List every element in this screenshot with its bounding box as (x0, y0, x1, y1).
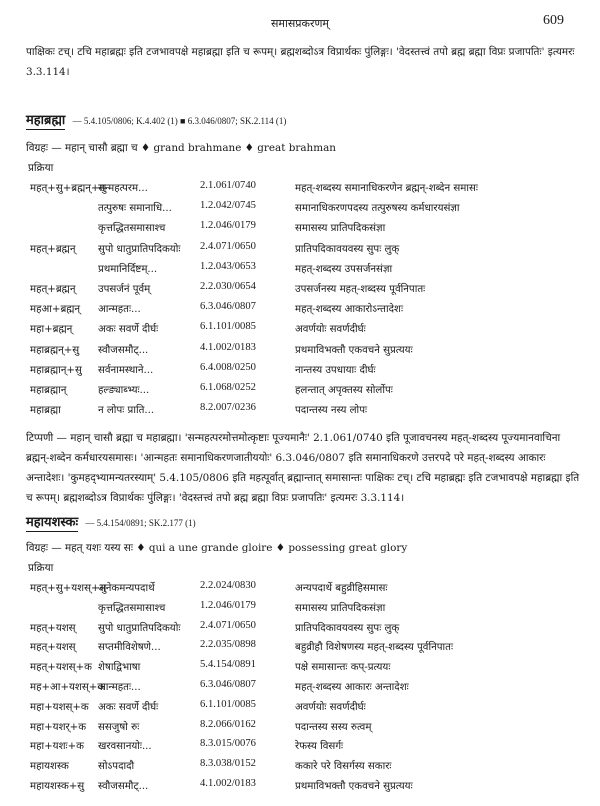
entry1-vigraha: विग्रहः — महान् चासौ ब्रह्मा च ♦ grand brahmane ♦ great brahman (26, 142, 336, 154)
derivation-sutra-number: 8.2.066/0162 (200, 718, 256, 730)
derivation-sutra: सुपो धातुप्रातिपदिकयोः (98, 243, 181, 255)
derivation-sutra: अनेकमन्यपदार्थे (98, 583, 155, 594)
entry1-heading (26, 110, 286, 128)
derivation-sutra-number: 2.4.071/0650 (200, 619, 256, 631)
derivation-explanation: रेफस्य विसर्गः (295, 741, 344, 753)
derivation-form: मह+आ+यशस्+क (30, 682, 106, 693)
derivation-explanation: महत्-शब्दस्य आकारः अन्तादेशः (295, 682, 409, 693)
derivation-explanation: पदान्तस्य नस्य लोपः (295, 405, 368, 417)
page-number: 609 (543, 13, 564, 28)
derivation-sutra-number: 2.2.035/0898 (200, 639, 256, 651)
derivation-sutra: तत्पुरुषः समानाधि... (98, 203, 172, 215)
derivation-form: महा+ब्रह्मन् (30, 324, 73, 336)
derivation-row (30, 261, 590, 281)
derivation-row (30, 758, 590, 778)
derivation-sutra-number: 1.2.046/0179 (200, 599, 256, 611)
derivation-sutra: उपसर्जनं पूर्वम् (98, 284, 151, 295)
derivation-form: महाब्रह्मा (30, 405, 61, 417)
derivation-sutra: स्वौजसमौट्... (98, 781, 149, 792)
derivation-explanation: प्रथमाविभक्तौ एकवचने सुप्रत्ययः (295, 344, 413, 356)
derivation-sutra: स्वौजसमौट्... (98, 344, 149, 356)
derivation-sutra: सोऽपदादौ (98, 761, 135, 773)
derivation-sutra: खरवसानयोः... (98, 741, 152, 753)
derivation-sutra-number: 1.2.042/0745 (200, 200, 256, 212)
derivation-row (30, 382, 590, 402)
derivation-row (30, 241, 590, 261)
derivation-explanation: उपसर्जनस्य महत्-शब्दस्य पूर्वनिपातः (295, 284, 426, 295)
derivation-sutra-number: 4.1.002/0183 (200, 778, 256, 789)
derivation-explanation: अन्यपदार्थे बहुव्रीहिसमासः (295, 583, 388, 594)
derivation-form: महत्+यशस् (30, 622, 76, 634)
derivation-row (30, 719, 590, 739)
derivation-form: महाब्रह्मान्+सु (30, 364, 82, 376)
derivation-explanation: समासस्य प्रातिपदिकसंज्ञा (295, 223, 386, 235)
derivation-sutra: प्रथमानिर्दिष्टम्... (98, 263, 158, 275)
derivation-form: महआ+ब्रह्मन् (30, 304, 81, 316)
entry2-vigraha: विग्रहः — महत् यशः यस्य सः ♦ qui a une grande gloire ♦ possessing great glory (26, 542, 408, 554)
derivation-row (30, 321, 590, 341)
derivation-row (30, 342, 590, 362)
derivation-form: महायशस्क (30, 761, 69, 773)
derivation-form: महायशस्क+सु (30, 781, 85, 792)
derivation-explanation: हलन्तात् अपृक्तस्य सोर्लोपः (295, 385, 393, 396)
entry2-refs: — 5.4.154/0891; SK.2.177 (1) (85, 518, 196, 528)
derivation-explanation: बहुव्रीहौ विशेषणस्य महत्-शब्दस्य पूर्वनिपातः (295, 642, 454, 654)
derivation-row (30, 600, 590, 620)
derivation-sutra-number: 2.1.061/0740 (200, 180, 256, 191)
entry2-heading (26, 512, 196, 530)
derivation-explanation: नान्तस्य उपधायाः दीर्घः (295, 364, 376, 376)
derivation-explanation: समासस्य प्रातिपदिकसंज्ञा (295, 602, 386, 614)
entry1-refs: — 5.4.105/0806; K.4.402 (1) ■ 6.3.046/0807; SK.2.114 (1) (72, 116, 287, 126)
derivation-sutra-number: 8.2.007/0236 (200, 402, 256, 414)
derivation-sutra-number: 8.3.038/0152 (200, 758, 256, 770)
derivation-sutra: कृत्तद्धितसमासाश्च (98, 602, 166, 614)
derivation-sutra-number: 6.1.068/0252 (200, 382, 256, 393)
derivation-sutra-number: 2.2.024/0830 (200, 580, 256, 591)
derivation-explanation: अवर्णयोः सवर्णदीर्घः (295, 701, 366, 713)
derivation-sutra-number: 1.2.043/0653 (200, 260, 256, 272)
derivation-row (30, 679, 590, 699)
derivation-sutra-number: 6.3.046/0807 (200, 679, 256, 690)
derivation-sutra-number: 1.2.046/0179 (200, 220, 256, 232)
derivation-form: महा+यशः+क (30, 741, 84, 753)
derivation-row (30, 699, 590, 719)
derivation-explanation: प्रातिपदिकावयवस्य सुपः लुक् (295, 243, 400, 255)
derivation-row (30, 580, 590, 600)
derivation-row (30, 659, 590, 679)
derivation-explanation: समानाधिकरणपदस्य तत्पुरुषस्य कर्मधारयसंज्ञा (295, 203, 460, 215)
derivation-form: महत्+ब्रह्मन् (30, 284, 76, 295)
derivation-explanation: महत्-शब्दस्य आकारोऽन्तादेशः (295, 304, 404, 316)
derivation-row (30, 362, 590, 382)
intro-paragraph: पाक्षिकः टच्। टचि महाब्रह्मः इति टजभावपक्षे महाब्रह्मा इति च रूपम्। ब्रह्मशब्दोऽत्र विप्रार्थकः पुंलिङ्गः। 'वेदस्तत्त्वं तपो ब्रह्म ब्रह्मा विप्रः प्रजापतिः' इत्यमरः 3.3.114। (26, 46, 575, 78)
entry1-tippani: टिप्पणी — महान् चासौ ब्रह्मा च महाब्रह्मा। 'सन्महत्परमोत्तमोत्कृष्टाः पूज्यमानैः' 2.1.061/0740 इति पूजावचनस्य महत्-शब्दस्य पूज्यमानवाचिना ब्रह्मन्-शब्देन कर्मधारयसमासः। 'आन्महतः समानाधिकरणजातीययोः' 6.3.046/0807 इति समानाधिकरणे उत्तरपदे परे महत्-शब्दस्य आकारः अन्तादेशः। 'कुमहद्भ्यामन्यतरस्याम्' 5.4.105/0806 इति महत्पूर्वात् ब्रह्मान्तात् समासान्तः पाक्षिकः टच्। टचि महाब्रह्मः इति टजभावपक्षे महाब्रह्मा इति च रूपम्। ब्रह्मशब्दोऽत्र विप्रार्थकः पुंलिङ्गः। 'वेदस्तत्त्वं तपो ब्रह्म ब्रह्मा विप्रः प्रजापतिः' इत्यमरः 3.3.114। (26, 432, 580, 504)
derivation-sutra-number: 6.1.101/0085 (200, 698, 256, 710)
derivation-row (30, 220, 590, 240)
derivation-explanation: पक्षे समासान्तः कप्-प्रत्ययः (295, 662, 391, 674)
derivation-row (30, 281, 590, 301)
derivation-form: महा+यशस्+क (30, 701, 89, 713)
derivation-form: महत्+सु+यशस्+सु (30, 583, 107, 594)
derivation-sutra-number: 2.4.071/0650 (200, 240, 256, 252)
derivation-sutra: शेषाद्विभाषा (98, 662, 141, 674)
derivation-form: महा+यशर्+क (30, 721, 87, 733)
derivation-sutra: कृत्तद्धितसमासाश्च (98, 223, 166, 235)
derivation-row (30, 301, 590, 321)
derivation-sutra-number: 8.3.015/0076 (200, 738, 256, 750)
derivation-sutra: सुपो धातुप्रातिपदिकयोः (98, 622, 181, 634)
derivation-row (30, 778, 590, 798)
derivation-sutra: सप्तमीविशेषणे... (98, 642, 161, 654)
derivation-explanation: ककारे परे विसर्गस्य सकारः (295, 761, 392, 773)
derivation-sutra-number: 6.1.101/0085 (200, 321, 256, 333)
derivation-form: महाब्रह्मान् (30, 385, 67, 396)
derivation-sutra-number: 6.4.008/0250 (200, 361, 256, 373)
derivation-row (30, 639, 590, 659)
derivation-explanation: पदान्तस्य सस्य रुत्वम् (295, 721, 372, 733)
derivation-row (30, 200, 590, 220)
derivation-sutra-number: 4.1.002/0183 (200, 341, 256, 353)
derivation-explanation: महत्-शब्दस्य उपसर्जनसंज्ञा (295, 263, 393, 275)
derivation-form: महत्+ब्रह्मन् (30, 243, 76, 255)
derivation-form: महत्+यशस्+क (30, 662, 92, 674)
derivation-sutra: सर्वनामस्थाने... (98, 364, 154, 376)
derivation-sutra: अकः सवर्णे दीर्घः (98, 701, 159, 713)
derivation-sutra: आन्महतः... (98, 682, 141, 693)
derivation-explanation: महत्-शब्दस्य समानाधिकरणेन ब्रह्मन्-शब्देन समासः (295, 183, 478, 194)
derivation-sutra: न लोपः प्राति... (98, 405, 155, 417)
derivation-sutra: अकः सवर्णे दीर्घः (98, 324, 159, 336)
derivation-row (30, 402, 590, 422)
derivation-sutra-number: 5.4.154/0891 (200, 659, 256, 671)
entry1-prakriya-label: प्रक्रिया (28, 162, 54, 174)
derivation-row (30, 738, 590, 758)
running-header-title: समासप्रकरणम् (270, 17, 330, 30)
derivation-sutra: ससजुषो रुः (98, 721, 140, 733)
derivation-explanation: प्रथमाविभक्तौ एकवचने सुप्रत्ययः (295, 781, 413, 792)
derivation-form: महत्+सु+ब्रह्मन्+सु (30, 183, 107, 194)
derivation-explanation: प्रातिपदिकावयवस्य सुपः लुक् (295, 622, 400, 634)
entry2-prakriya-label: प्रक्रिया (28, 562, 54, 574)
derivation-explanation: अवर्णयोः सवर्णदीर्घः (295, 324, 366, 336)
derivation-row (30, 180, 590, 200)
derivation-sutra: आन्महतः... (98, 304, 141, 316)
entry1-headword: महाब्रह्मा (26, 113, 66, 128)
derivation-sutra-number: 6.3.046/0807 (200, 301, 256, 313)
derivation-sutra: सन्महत्परम... (98, 183, 148, 194)
derivation-sutra-number: 2.2.030/0654 (200, 281, 256, 292)
derivation-form: महत्+यशस् (30, 642, 76, 654)
derivation-sutra: हल्ङ्याब्भ्यः... (98, 385, 150, 396)
entry2-headword: महायशस्कः (26, 515, 79, 530)
derivation-row (30, 620, 590, 640)
derivation-form: महाब्रह्मन्+सु (30, 344, 80, 356)
